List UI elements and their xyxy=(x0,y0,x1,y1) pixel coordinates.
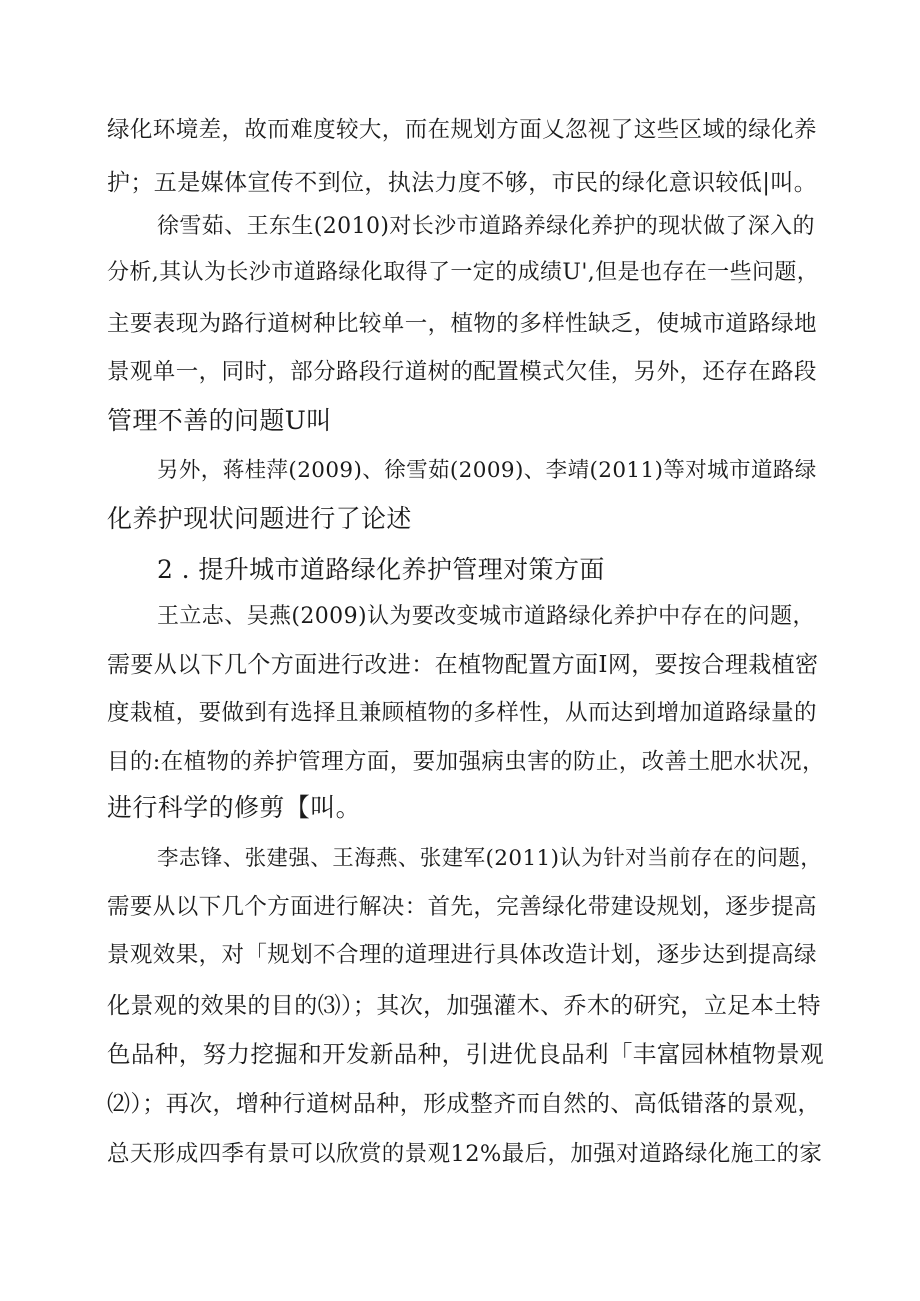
text-line: 进行科学的修剪【叫。 xyxy=(107,793,362,822)
text-line: 景观单一，同时，部分路段行道树的配置模式欠佳，另外，还存在路段 xyxy=(107,359,817,385)
text-line: 需要从以下几个方面进行改进：在植物配置方面I网，要按合理栽植密 xyxy=(107,652,819,678)
text-line: 总天形成四季有景可以欣赏的景观12%最后，加强对道路绿化施工的家 xyxy=(107,1141,823,1167)
text-line: 李志锋、张建强、王海燕、张建军(2011)认为针对当前存在的问题， xyxy=(157,846,823,871)
text-line: 化养护现状问题进行了论述 xyxy=(107,504,412,533)
text-line: 需要从以下几个方面进行解决：首先，完善绿化带建设规划，逐步提高 xyxy=(107,894,817,920)
text-line: 化景观的效果的目的⑶）；其次，加强灌木、乔木的研究，立足本土特 xyxy=(107,993,821,1019)
text-line: 绿化环境差，故而难度较大，而在规划方面乂忽视了这些区域的绿化养 xyxy=(107,117,817,143)
text-line: 主要表现为路行道树种比较单一，植物的多样性缺乏，使城市道路绿地 xyxy=(107,311,817,337)
text-line: 管理不善的问题U叫 xyxy=(107,406,332,435)
text-line: 分析,其认为长沙市道路绿化取得了一定的成绩U',但是也存在一些问题， xyxy=(107,260,820,285)
text-line: 度栽植，要做到有选择且兼顾植物的多样性，从而达到增加道路绿量的 xyxy=(107,700,817,726)
text-line: 目的:在植物的养护管理方面，要加强病虫害的防止，改善土肥水状况， xyxy=(107,749,825,775)
text-line: 徐雪茹、王东生(2010)对长沙市道路养绿化养护的现状做了深入的 xyxy=(157,214,815,239)
text-line: 王立志、吴燕(2009)认为要改变城市道路绿化养护中存在的问题， xyxy=(157,604,815,629)
text-line: ⑵）；再次，增种行道树品种，形成整齐而自然的、高低错落的景观， xyxy=(107,1091,821,1117)
text-line: 护；五是媒体宣传不到位，执法力度不够，市民的绿化意识较低|叫。 xyxy=(107,170,818,196)
text-line: 景观效果，对「规划不合理的道理进行具体改造计划，逐步达到提高绿 xyxy=(107,942,817,968)
text-line: 色品种，努力挖掘和开发新品种，引进优良品利「丰富园林植物景观 xyxy=(107,1040,824,1068)
section-heading: 2 . 提升城市道路绿化养护管理对策方面 xyxy=(157,555,605,584)
text-line: 另外，蒋桂萍(2009)、徐雪茹(2009)、李靖(2011)等对城市道路绿 xyxy=(157,458,817,483)
